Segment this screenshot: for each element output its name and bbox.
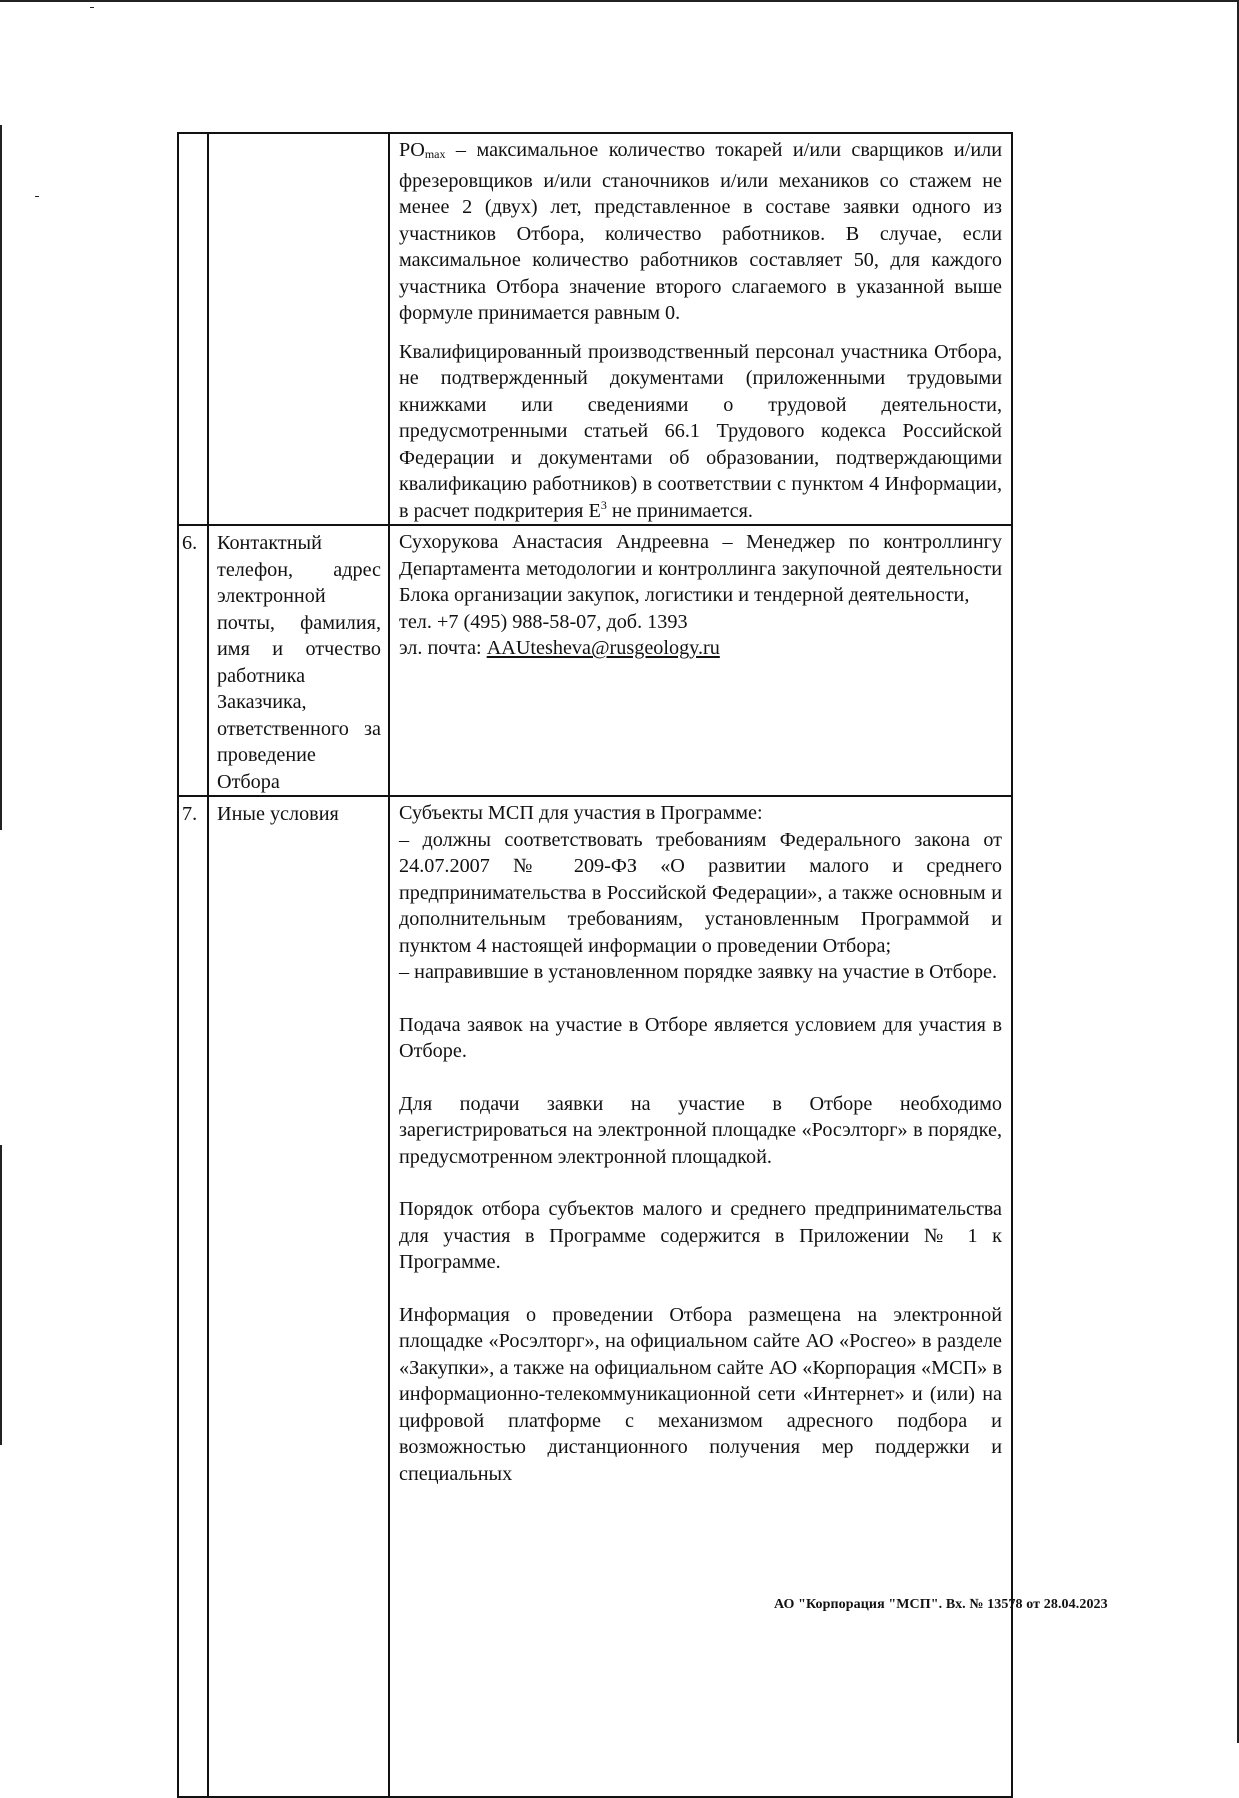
- table-row-6: [178, 525, 1012, 796]
- registration-stamp: АО "Корпорация "МСП". Вх. № 13578 от 28.04.2023: [774, 1597, 1108, 1612]
- table-row-5-continued: [178, 133, 1012, 525]
- row-number: 6.: [178, 525, 208, 796]
- row-number: 7.: [178, 796, 208, 1797]
- paragraph: Порядок отбора субъектов малого и среднего предпринимательства для участия в Программе содержится в Приложении № 1 к Программе.: [399, 1198, 1002, 1273]
- contact-info: [389, 525, 1012, 796]
- paragraph: Информация о проведении Отбора размещена на электронной площадке «Росэлторг», на официальном сайте АО «Росгео» в разделе «Закупки», а также на официальном сайте АО «Корпорация «МСП» в информационно-телекоммуникационной сети «Интернет» и (или) на цифровой платформе с механизмом адресного подбора и возможностью дистанционного получения мер поддержки и специальных: [399, 1303, 1002, 1485]
- paragraph: Субъекты МСП для участия в Программе:: [399, 802, 763, 824]
- qualified-staff-paragraph: Квалифицированный производственный персонал участника Отбора, не подтвержденный документами (приложенными трудовыми книжками или сведениями о трудовой деятельности, предусмотренными статьей 66.1 Трудового кодекса Российской Федерации и документами об образовании, подтверждающими квалификацию работников) в соответствии с пунктом 4 Информации, в расчет подкритерия $E^3$ не принимается.: [399, 340, 1002, 522]
- paragraph: – должны соответствовать требованиям Федерального закона от 24.07.2007 № 209-ФЗ «О развитии малого и среднего предпринимательства в Российской Федерации», а также основным и дополнительным требованиям, установленным Программой и пунктом 4 настоящей информации о проведении Отбора;: [399, 828, 1002, 957]
- row-label: Иные условия: [208, 796, 389, 1797]
- paragraph: – направившие в установленном порядке заявку на участие в Отборе.: [399, 961, 998, 983]
- page-edge-top: [0, 0, 1239, 2]
- contact-email-line: эл. почта: AAUtesheva@rusgeology.ru: [399, 637, 720, 659]
- scan-artifact: [90, 7, 94, 8]
- paragraph: Подача заявок на участие в Отборе является условием для участия в Отборе.: [399, 1013, 1002, 1062]
- row-content: [389, 133, 1012, 525]
- row-number: [178, 133, 208, 525]
- paragraph: Для подачи заявки на участие в Отборе необходимо зарегистрироваться на электронной площадке «Росэлторг» в порядке, предусмотренном электронной площадкой.: [399, 1092, 1002, 1168]
- email-link[interactable]: AAUtesheva@rusgeology.ru: [486, 637, 720, 659]
- other-conditions: [389, 796, 1012, 1797]
- scan-artifact: [35, 196, 39, 197]
- table-row-7: [178, 796, 1012, 1797]
- row-label: [208, 133, 389, 525]
- scan-artifact: [0, 1145, 2, 1445]
- contact-phone: тел. +7 (495) 988-58-07, доб. 1393: [399, 610, 688, 633]
- row-label: Контактный телефон, адрес электронной почты, фамилия, имя и отчество работника Заказчика, ответственного за проведение Отбора: [208, 525, 389, 796]
- contact-person: Сухорукова Анастасия Андреевна – Менеджер по контроллингу Департамента методологии и контроллинга закупочной деятельности Блока организации закупок, логистики и тендерной деятельности,: [399, 531, 1002, 606]
- scan-artifact: [0, 410, 2, 830]
- pomax-definition: $PO_{max}$ – максимальное количество токарей и/или сварщиков и/или фрезеровщиков и/или станочников и/или механиков со стажем не менее 2 (двух) лет, представленное в составе заявки одного из участников Отбора, количество работников. В случае, если максимальное количество работников составляет 50, для каждого участника Отбора значение второго слагаемого в указанной выше формуле принимается равным 0.: [399, 139, 1002, 324]
- info-table: [177, 132, 1013, 1798]
